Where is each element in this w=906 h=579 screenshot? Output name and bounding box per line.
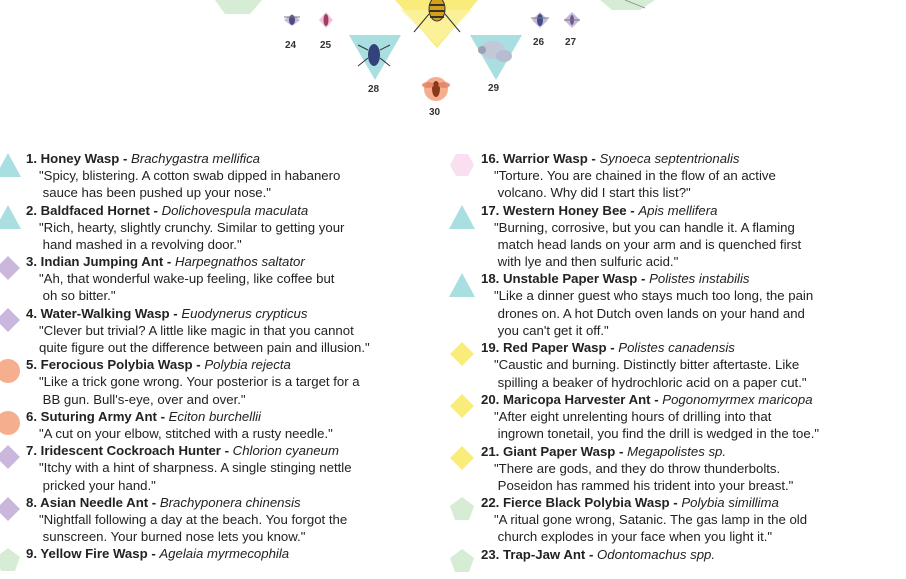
sting-entry <box>0 356 440 408</box>
insect-scientific-name: Harpegnathos saltator <box>174 254 305 270</box>
entry-title <box>445 270 906 287</box>
entry-title <box>445 443 906 460</box>
sting-description: "Itchy with a hint of sharpness. A single stinging nettle pricked your hand." <box>39 460 352 493</box>
sting-description: "Torture. You are chained in the flow of an active volcano. Why did I start this list?" <box>494 168 776 201</box>
sting-list-left <box>0 150 440 562</box>
entry-title <box>445 494 906 511</box>
sting-description: "Spicy, blistering. A cotton swab dipped in habanero sauce has been pushed up your nose." <box>39 168 341 201</box>
insect-scientific-name: Agelaia myrmecophila <box>159 546 290 562</box>
entry-title <box>445 391 906 408</box>
pentagon-marker-icon <box>449 548 475 579</box>
insect-scientific-name: Brachygastra mellifica <box>131 151 261 166</box>
circle-marker-icon <box>0 358 21 389</box>
insect-24-icon <box>284 14 300 26</box>
entry-title <box>0 442 440 459</box>
insect-scientific-name: Eciton burchellii <box>168 408 261 424</box>
diamond-marker-icon <box>449 445 475 476</box>
diagram-number: 29 <box>488 83 500 94</box>
insect-common-name: 6. Suturing Army Ant - <box>26 408 169 424</box>
insect-scientific-name: Apis mellifera <box>638 202 718 218</box>
diagram-number: 24 <box>285 40 297 51</box>
entry-title <box>0 253 440 270</box>
diagram-number: 30 <box>429 107 441 118</box>
insect-27-icon <box>564 12 580 28</box>
insect-diagram <box>0 0 906 135</box>
insect-25-icon <box>319 12 333 28</box>
sting-description: "A ritual gone wrong, Satanic. The gas lamp in the old church explodes in your face when you light it." <box>494 512 808 545</box>
sting-description: "Like a trick gone wrong. Your posterior is a target for a BB gun. Bull's-eye, over and over." <box>39 374 360 407</box>
sting-entry <box>445 494 906 546</box>
sting-entry <box>0 545 440 562</box>
sting-description: "Ah, that wonderful wake-up feeling, like coffee but oh so bitter." <box>39 271 335 304</box>
sting-entry <box>445 443 906 495</box>
diagram-number: 27 <box>565 37 577 48</box>
sting-description: "There are gods, and they do throw thunderbolts. Poseidon has rammed his trident into your breast." <box>494 460 794 493</box>
sting-entry <box>0 202 440 254</box>
insect-common-name: 8. Asian Needle Ant - <box>26 494 160 510</box>
insect-diagram-art <box>0 0 906 135</box>
entry-title <box>445 339 906 356</box>
insect-common-name: 4. Water-Walking Wasp - <box>26 305 182 321</box>
insect-scientific-name: Polistes canadensis <box>618 340 735 356</box>
insect-scientific-name: Synoeca septentrionalis <box>599 151 740 166</box>
insect-scientific-name: Megapolistes sp. <box>627 443 727 459</box>
sting-entry <box>445 202 906 271</box>
pentagon-marker-icon <box>0 547 21 578</box>
insect-scientific-name: Polybia rejecta <box>204 357 291 373</box>
sting-entry <box>0 253 440 305</box>
sting-description: "Burning, corrosive, but you can handle it. A flaming match head lands on your arm and is quenched first with lye and then sulfuric acid." <box>494 219 802 270</box>
sting-entry <box>0 494 440 546</box>
sting-description: "After eight unrelenting hours of drilling into that ingrown tonetail, you find the drill is wedged in the toe." <box>494 408 820 442</box>
entry-title <box>445 202 906 219</box>
hexagon-marker-icon <box>449 152 475 183</box>
diamond-marker-icon <box>0 496 21 527</box>
sting-entry <box>0 442 440 494</box>
entry-title <box>0 150 440 167</box>
triangle-marker-icon <box>449 272 475 303</box>
sting-entry <box>0 408 440 442</box>
diamond-marker-icon <box>449 393 475 424</box>
insect-scientific-name: Dolichovespula maculata <box>161 202 309 218</box>
sting-entry <box>445 339 906 391</box>
insect-scientific-name: Odontomachus spp. <box>597 546 716 562</box>
diamond-marker-icon <box>0 255 21 286</box>
insect-common-name: 20. Maricopa Harvester Ant - <box>481 391 663 407</box>
entry-title <box>0 408 440 425</box>
sting-list-right <box>445 150 906 563</box>
pentagon-marker-icon <box>449 496 475 527</box>
insect-scientific-name: Pogonomyrmex maricopa <box>662 391 813 407</box>
diamond-marker-icon <box>0 444 21 475</box>
sting-entry <box>445 150 906 202</box>
insect-common-name: 21. Giant Paper Wasp - <box>481 443 628 459</box>
insect-common-name: 17. Western Honey Bee - <box>481 202 639 218</box>
entry-title <box>445 150 906 167</box>
insect-26-icon <box>531 12 549 28</box>
insect-common-name: 1. Honey Wasp - <box>26 151 132 166</box>
insect-common-name: 3. Indian Jumping Ant - <box>26 254 175 270</box>
diagram-number: 25 <box>320 40 332 51</box>
insect-scientific-name: Brachyponera chinensis <box>159 494 301 510</box>
insect-common-name: 18. Unstable Paper Wasp - <box>481 271 650 287</box>
insect-common-name: 2. Baldfaced Hornet - <box>26 202 162 218</box>
sting-entry <box>0 150 440 202</box>
triangle-marker-icon <box>0 204 21 235</box>
sting-description: "Nightfall following a day at the beach. You forgot the sunscreen. Your burned nose lets you know." <box>39 511 348 545</box>
entry-title <box>0 494 440 511</box>
insect-scientific-name: Polybia simillima <box>681 495 779 511</box>
insect-common-name: 9. Yellow Fire Wasp - <box>26 546 160 562</box>
entry-title <box>0 202 440 219</box>
triangle-marker-icon <box>449 204 475 235</box>
sting-description: "A cut on your elbow, stitched with a rusty needle." <box>39 425 333 441</box>
insect-common-name: 16. Warrior Wasp - <box>481 151 600 166</box>
entry-title <box>0 356 440 373</box>
sting-description: "Rich, hearty, slightly crunchy. Similar to getting your hand mashed in a revolving door." <box>39 219 345 252</box>
sting-entry <box>0 305 440 357</box>
triangle-marker-icon <box>0 152 21 183</box>
sting-entry <box>445 391 906 443</box>
insect-common-name: 22. Fierce Black Polybia Wasp - <box>481 495 682 511</box>
insect-common-name: 19. Red Paper Wasp - <box>481 340 619 356</box>
sting-description: "Like a dinner guest who stays much too long, the pain drones on. A hot Dutch oven lands on your hand and you can't get it off." <box>494 288 814 339</box>
diagram-number: 26 <box>533 37 545 48</box>
insect-common-name: 23. Trap-Jaw Ant - <box>481 546 598 562</box>
entry-title <box>0 545 440 562</box>
sting-entry <box>445 270 906 339</box>
entry-title <box>0 305 440 322</box>
green-shape-fragment <box>215 0 262 14</box>
insect-common-name: 7. Iridescent Cockroach Hunter - <box>26 443 233 459</box>
diamond-marker-icon <box>449 341 475 372</box>
diamond-marker-icon <box>0 307 21 338</box>
diagram-number: 28 <box>368 84 380 95</box>
sting-entry <box>445 546 906 563</box>
circle-marker-icon <box>0 410 21 441</box>
entry-title <box>445 546 906 563</box>
insect-scientific-name: Polistes instabilis <box>649 271 750 287</box>
insect-scientific-name: Chlorion cyaneum <box>232 443 339 459</box>
insect-common-name: 5. Ferocious Polybia Wasp - <box>26 357 205 373</box>
sting-description: "Clever but trivial? A little like magic in that you cannot quite figure out the difference between pain and illusion." <box>39 322 370 356</box>
insect-scientific-name: Euodynerus crypticus <box>181 305 308 321</box>
sting-description: "Caustic and burning. Distinctly bitter aftertaste. Like spilling a beaker of hydrochloric acid on a paper cut." <box>494 357 807 390</box>
